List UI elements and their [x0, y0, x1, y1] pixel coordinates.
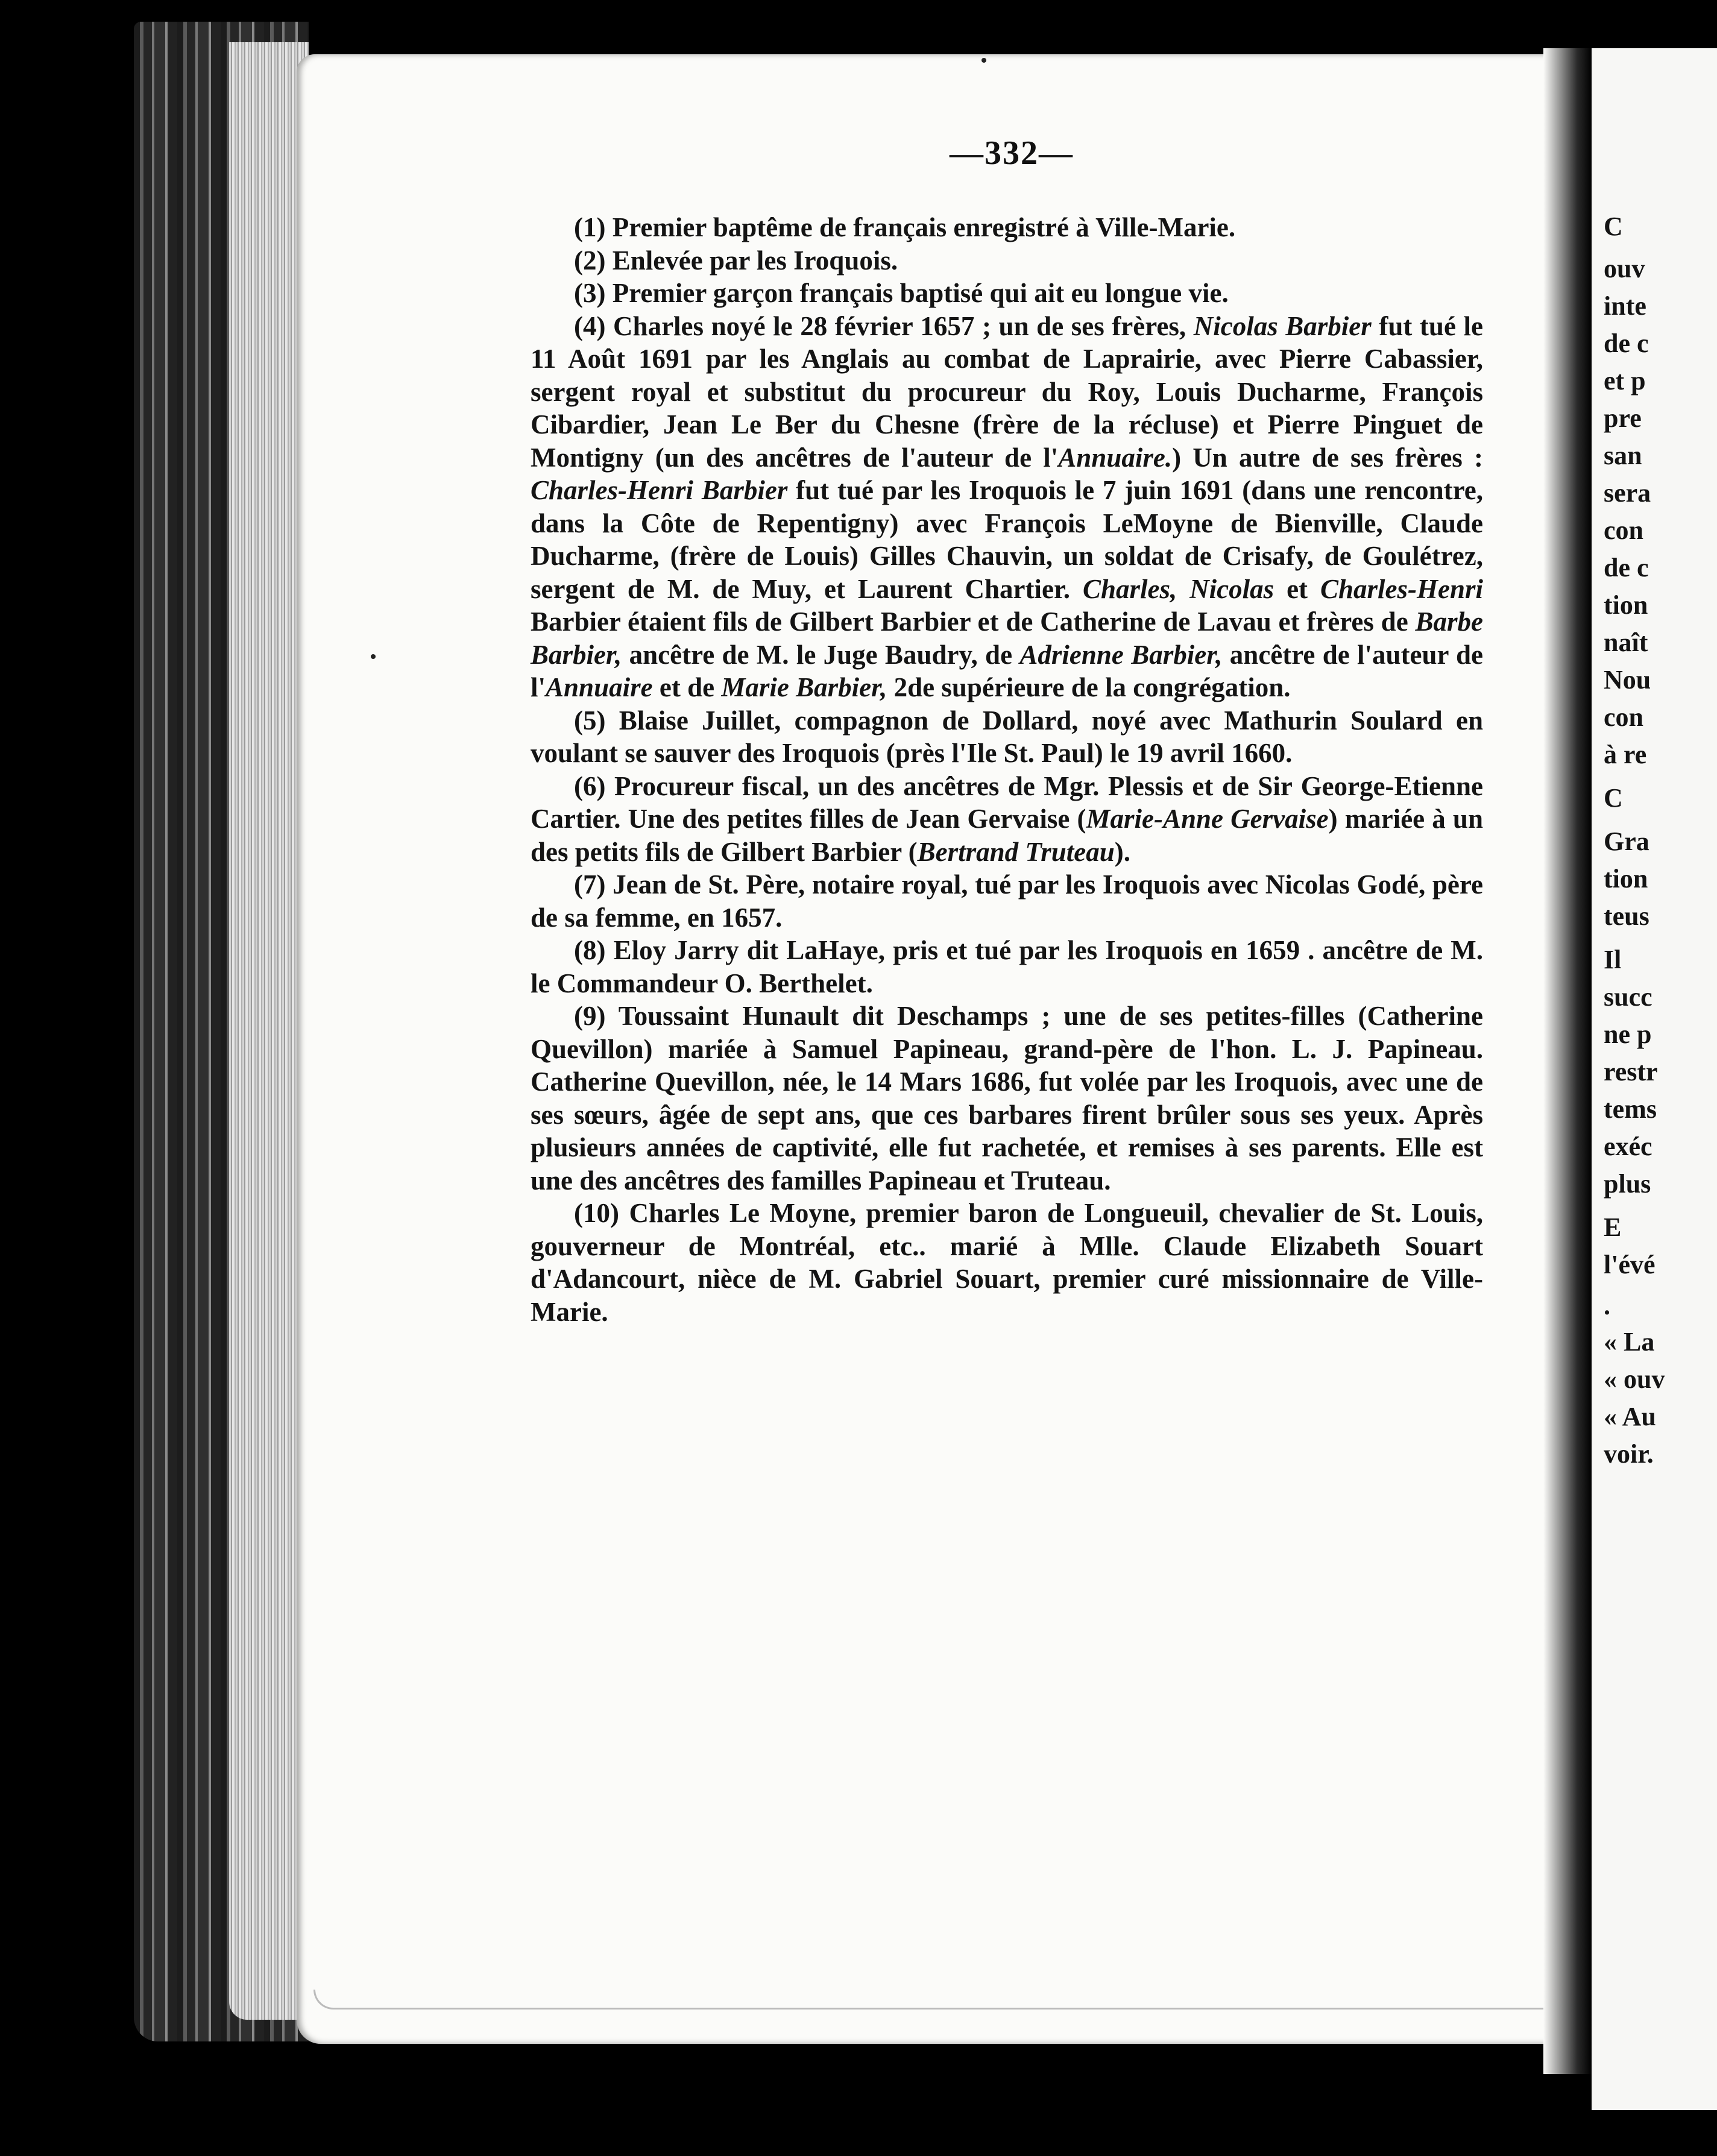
footnote-text: ancêtre de l'auteur de l' [531, 639, 1483, 702]
facing-page-text: Il [1604, 945, 1622, 974]
footnote-number: (1) [574, 212, 613, 242]
facing-page-text: ne p [1604, 1020, 1652, 1049]
footnote-text: Charles Le Moyne, premier baron de Longueuil, chevalier de St. Louis, gouverneur de Montréal, etc.. marié à Mlle. Claude Elizabeth Souart d'Adancourt, nièce de M. Gabriel Souart, premier curé missionnaire de Ville-Marie. [531, 1198, 1483, 1327]
facing-page-text: de c [1604, 553, 1649, 582]
facing-page-text: tion [1604, 590, 1648, 620]
facing-page-text: Gra [1604, 827, 1649, 856]
footnote-number: (6) [574, 771, 614, 801]
facing-page-text: plus [1604, 1169, 1651, 1199]
facing-page-text: de c [1604, 329, 1649, 358]
footnote-italic-name: Nicolas Barbier [1193, 310, 1372, 341]
footnote-number: (5) [574, 705, 619, 736]
footnote [531, 244, 1483, 277]
footnote-text: Charles noyé le 28 février 1657 ; un de ses frères, [613, 310, 1194, 341]
footnote-italic-name: Annuaire. [1058, 442, 1173, 473]
facing-page-text: C [1604, 783, 1623, 813]
facing-page-text: Nou [1604, 665, 1651, 695]
footnote-number: (7) [574, 869, 613, 900]
footnote-text: Eloy Jarry dit LaHaye, pris et tué par les Iroquois en 1659 . ancêtre de M. le Commandeur O. Berthelet. [531, 935, 1483, 998]
footnote-italic-name: Marie-Anne Gervaise [1086, 804, 1329, 834]
facing-page-text: succ [1604, 982, 1652, 1012]
facing-page-fragment [1592, 48, 1717, 2110]
footnote-italic-name: Bertrand Truteau [917, 836, 1115, 867]
footnote-italic-name: Barbe Barbier, [531, 607, 1483, 670]
footnote-number: (9) [574, 1001, 619, 1031]
facing-page-text: teus [1604, 901, 1649, 931]
facing-page-text: exéc [1604, 1132, 1652, 1161]
facing-page-text: tion [1604, 864, 1648, 894]
facing-page-text: con [1604, 515, 1643, 545]
speck [371, 654, 376, 659]
facing-page-text: l'évé [1604, 1250, 1656, 1279]
page-number: —332— [950, 134, 1074, 172]
facing-page-text: san [1604, 441, 1642, 470]
footnote-text: fut tué le 11 Août 1691 par les Anglais au combat de Laprairie, avec Pierre Cabassier, sergent royal et substitut du procureur du Roy, Louis Ducharme, François Cibardier, Jean Le Ber du Chesne (frère de la récluse) et Pierre Pinguet de Montigny (un des ancêtres de l'auteur de l' [531, 310, 1483, 473]
footnotes-body [531, 211, 1483, 1328]
footnote-text: et [1274, 573, 1320, 604]
footnote-text: 2de supérieure de la congrégation. [887, 672, 1291, 702]
footnote-italic-name: Charles-Henri [1320, 573, 1483, 604]
facing-page-text: sera [1604, 478, 1651, 508]
facing-page-text: naît [1604, 628, 1648, 657]
footnote-text: fut tué par les Iroquois le 7 juin 1691 (dans une rencontre, dans la Côte de Repentigny) avec François LeMoyne de Bienville, Claude Ducharme, (frère de Louis) Gilles Chauvin, un soldat de Crisafy, de Goulétrez, sergent de M. de Muy, et Laurent Chartier. [531, 475, 1483, 604]
footnote-text: Enlevée par les Iroquois. [612, 245, 898, 276]
speck [981, 58, 986, 63]
facing-page-text: à re [1604, 740, 1647, 769]
footnote-text: ). [1114, 836, 1131, 867]
facing-page-text: inte [1604, 291, 1646, 321]
footnote-number: (2) [574, 245, 613, 276]
facing-page-text: « La [1604, 1327, 1655, 1357]
facing-page-text: voir. [1604, 1439, 1654, 1469]
footnote-italic-name: Adrienne Barbier, [1019, 639, 1223, 670]
page-bottom-edge [313, 1990, 1563, 2009]
facing-page-text: . [1604, 1291, 1610, 1320]
footnote-number: (10) [574, 1198, 629, 1228]
footnote-text: ) Un autre de ses frères : [1172, 442, 1483, 473]
footnote-text: et de [652, 672, 722, 702]
facing-page-text: restr [1604, 1057, 1658, 1086]
footnote [531, 770, 1483, 869]
facing-page-text: pre [1604, 403, 1642, 433]
facing-page-text: ouv [1604, 254, 1645, 283]
footnote-italic-name: Charles, Nicolas [1082, 573, 1274, 604]
footnote [531, 704, 1483, 770]
facing-page-text: « ouv [1604, 1364, 1665, 1394]
footnote-italic-name: Charles-Henri Barbier [531, 475, 788, 505]
footnote-text: Barbier étaient fils de Gilbert Barbier et de Catherine de Lavau et frères de [531, 607, 1416, 637]
facing-page-text: C [1604, 212, 1623, 241]
footnote-text: ) mariée à un des petits fils de Gilbert Barbier ( [531, 804, 1483, 867]
footnote [531, 1197, 1483, 1328]
footnote-text: Premier garçon français baptisé qui ait eu longue vie. [612, 278, 1229, 308]
footnote [531, 310, 1483, 704]
footnote [531, 277, 1483, 310]
facing-page-text: et p [1604, 366, 1646, 396]
footnote [531, 211, 1483, 244]
footnote-text: Premier baptême de français enregistré à Ville-Marie. [612, 212, 1236, 242]
footnote-italic-name: Annuaire [546, 672, 653, 702]
footnote [531, 868, 1483, 934]
footnote [531, 934, 1483, 1000]
footnote-number: (4) [574, 310, 614, 341]
footnote-text: Toussaint Hunault dit Deschamps ; une de ses petites-filles (Catherine Quevillon) mariée à Samuel Papineau, grand-père de l'hon. L. J. Papineau. Catherine Quevillon, née, le 14 Mars 1686, fut volée par les Iroquois, avec une de ses sœurs, âgée de sept ans, que ces barbares firent brûler sous ses yeux. Après plusieurs années de captivité, elle fut rachetée, et remises à ses parents. Elle est une des ancêtres des familles Papineau et Truteau. [531, 1001, 1483, 1196]
footnote-text: Procureur fiscal, un des ancêtres de Mgr. Plessis et de Sir George-Etienne Cartier. Une des petites filles de Jean Gervaise ( [531, 771, 1483, 834]
gutter-shadow [1543, 48, 1592, 2074]
footnote-text: Jean de St. Père, notaire royal, tué par les Iroquois avec Nicolas Godé, père de sa femme, en 1657. [531, 869, 1483, 933]
footnote-text: ancêtre de M. le Juge Baudry, de [622, 639, 1020, 670]
footnote-italic-name: Marie Barbier, [721, 672, 887, 702]
facing-page-text: con [1604, 702, 1643, 732]
footnote-text: Blaise Juillet, compagnon de Dollard, noyé avec Mathurin Soulard en voulant se sauver des Iroquois (près l'Ile St. Paul) le 19 avril 1660. [531, 705, 1483, 768]
footnote-number: (8) [574, 935, 614, 965]
facing-page-text: tems [1604, 1094, 1657, 1124]
facing-page-text: E [1604, 1212, 1622, 1242]
facing-page-text: « Au [1604, 1402, 1656, 1431]
footnote-number: (3) [574, 278, 613, 308]
footnote [531, 1000, 1483, 1197]
